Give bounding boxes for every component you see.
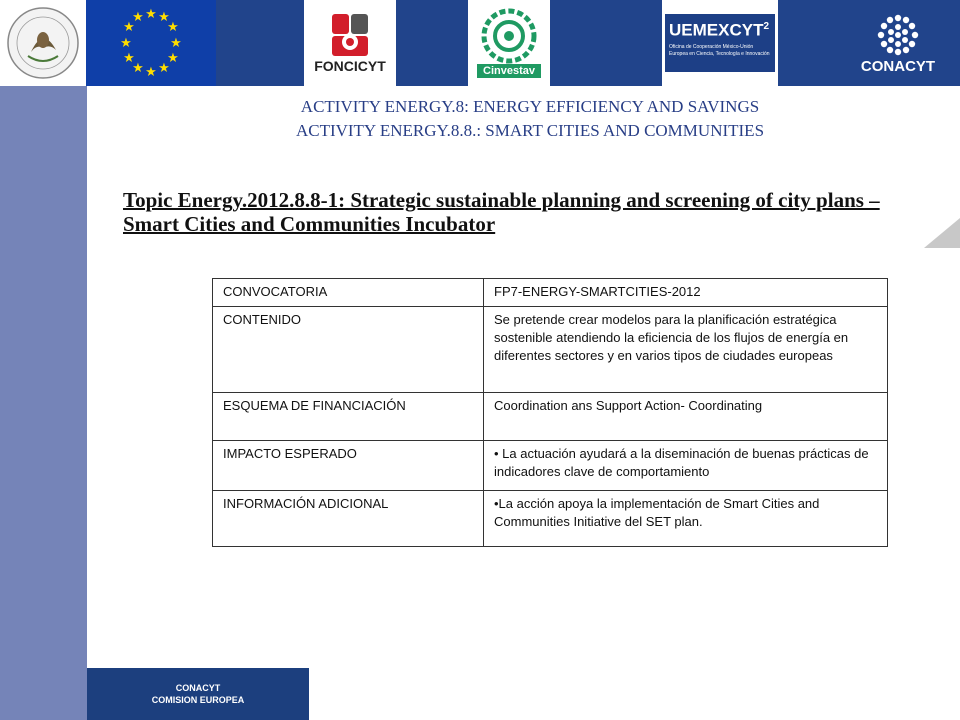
cinvestav-icon [481,8,537,64]
svg-text:★: ★ [123,51,135,66]
left-sidebar [0,0,87,720]
conacyt-dots-icon [875,12,921,58]
mexico-seal-logo [0,0,86,86]
svg-text:★: ★ [132,10,144,25]
call-info-table [212,278,888,547]
uemexcyt-box [665,14,775,72]
corner-arrow-icon [924,218,960,248]
svg-text:★: ★ [123,20,135,35]
svg-text:★: ★ [145,7,157,22]
row-value: FP7-ENERGY-SMARTCITIES-2012 [484,279,888,307]
svg-text:★: ★ [158,61,170,76]
svg-text:★: ★ [170,36,182,51]
row-value: Coordination ans Support Action- Coordinating [484,393,888,441]
mexico-seal-icon [6,6,80,80]
row-key: CONTENIDO [213,307,484,393]
footer-label [87,668,309,720]
table-row [213,307,888,393]
table-row [213,279,888,307]
table-row [213,441,888,491]
eu-stars-icon [111,3,191,83]
uemexcyt-logo [662,0,778,86]
conacyt-logo [836,0,960,86]
table-row [213,491,888,547]
conacyt-wordmark: CONACYT [860,57,936,75]
topic-line-1: Topic Energy.2012.8.8-1: Strategic sustainable planning and screening of city plans – [123,188,880,212]
row-value: • La actuación ayudará a la diseminación de buenas prácticas de indicadores clave de comportamiento [484,441,888,491]
footer-line-1: CONACYT [175,683,221,693]
foncicyt-icon [330,12,370,58]
footer-line-2: COMISION EUROPEA [151,695,245,705]
foncicyt-logo [304,0,396,86]
svg-text:★: ★ [120,36,132,51]
row-value: Se pretende crear modelos para la planificación estratégica sostenible atendiendo la eficiencia de los flujos de energía en diferentes sectores y en varios tipos de ciudades europeas [484,307,888,393]
svg-text:★: ★ [167,20,179,35]
svg-text:★: ★ [145,65,157,80]
topic-line-2: Smart Cities and Communities Incubator [123,212,496,236]
eu-flag-logo [86,0,216,86]
activity-title-1: ACTIVITY ENERGY.8: ENERGY EFFICIENCY AND SAVINGS [300,97,760,116]
activity-title-2: ACTIVITY ENERGY.8.8.: SMART CITIES AND COMMUNITIES [295,121,765,140]
uemexcyt-superscript: 2 [763,21,770,32]
cinvestav-logo [468,0,550,86]
uemexcyt-subtitle: Oficina de Cooperación México-Unión Europea en Ciencia, Tecnología e Innovación [669,43,770,57]
cinvestav-wordmark: Cinvestav [477,64,541,78]
svg-text:★: ★ [158,10,170,25]
topic-heading [123,188,913,236]
row-key: IMPACTO ESPERADO [213,441,484,491]
row-key: INFORMACIÓN ADICIONAL [213,491,484,547]
svg-text:★: ★ [167,51,179,66]
row-key: CONVOCATORIA [213,279,484,307]
row-key: ESQUEMA DE FINANCIACIÓN [213,393,484,441]
table-row [213,393,888,441]
row-value: •La acción apoya la implementación de Smart Cities and Communities Initiative del SET plan. [484,491,888,547]
svg-text:★: ★ [132,61,144,76]
uemexcyt-wordmark: UEMEXCYT [669,20,764,40]
logo-header [0,0,960,86]
foncicyt-wordmark: FONCICYT [314,58,386,74]
